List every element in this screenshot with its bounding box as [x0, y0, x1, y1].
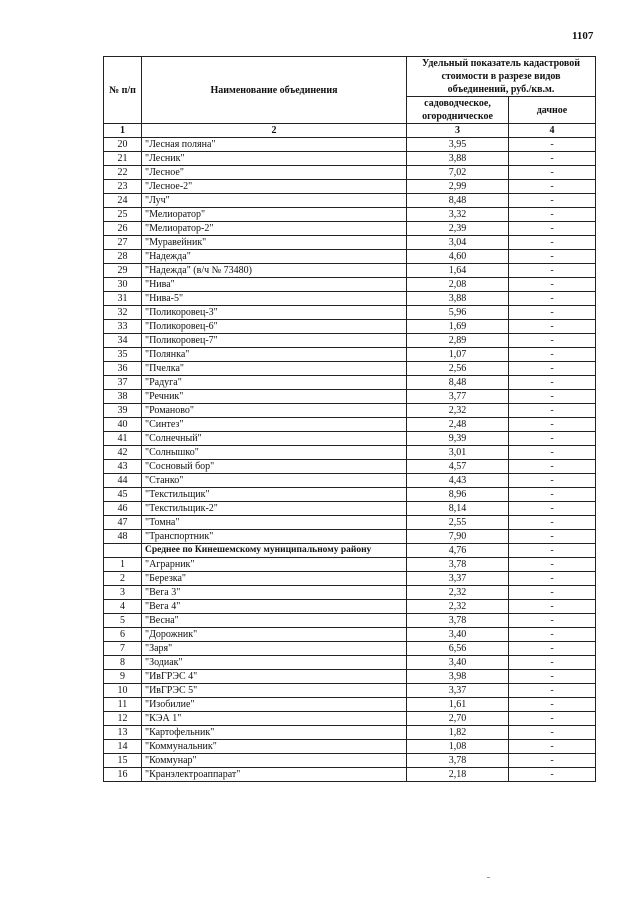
row-dacha: - [509, 180, 596, 194]
row-value: 4,43 [407, 474, 509, 488]
row-name: "Солнечный" [142, 432, 407, 446]
row-value: 3,78 [407, 614, 509, 628]
row-name: "Мелиоратор-2" [142, 222, 407, 236]
row-dacha: - [509, 572, 596, 586]
row-value: 8,96 [407, 488, 509, 502]
table-row [104, 208, 596, 222]
table-row [104, 698, 596, 712]
row-number: 15 [104, 754, 142, 768]
table-row [104, 138, 596, 152]
row-value: 2,48 [407, 418, 509, 432]
row-value: 3,78 [407, 558, 509, 572]
table-row [104, 502, 596, 516]
table-row [104, 306, 596, 320]
row-dacha: - [509, 432, 596, 446]
row-value: 3,88 [407, 152, 509, 166]
row-name: "Весна" [142, 614, 407, 628]
row-number: 12 [104, 712, 142, 726]
row-number: 13 [104, 726, 142, 740]
row-dacha: - [509, 278, 596, 292]
row-number: 23 [104, 180, 142, 194]
summary-row [104, 544, 596, 558]
row-number: 32 [104, 306, 142, 320]
row-dacha: - [509, 404, 596, 418]
table-row [104, 768, 596, 782]
row-name: "Вега 3" [142, 586, 407, 600]
row-number: 43 [104, 460, 142, 474]
table-row [104, 712, 596, 726]
table-row [104, 362, 596, 376]
row-number: 29 [104, 264, 142, 278]
row-value: 8,48 [407, 376, 509, 390]
row-dacha: - [509, 684, 596, 698]
row-dacha: - [509, 362, 596, 376]
row-number: 34 [104, 334, 142, 348]
table-row [104, 656, 596, 670]
row-dacha: - [509, 292, 596, 306]
table-row [104, 628, 596, 642]
row-dacha: - [509, 558, 596, 572]
row-number: 10 [104, 684, 142, 698]
column-number: 1 [104, 124, 142, 138]
row-value: 3,78 [407, 754, 509, 768]
row-dacha: - [509, 712, 596, 726]
row-number: 33 [104, 320, 142, 334]
row-name: "Нива" [142, 278, 407, 292]
row-number: 38 [104, 390, 142, 404]
row-name: "Романово" [142, 404, 407, 418]
page-number: 1107 [572, 30, 594, 42]
column-number: 2 [142, 124, 407, 138]
row-name: "КЭА 1" [142, 712, 407, 726]
row-value: 2,55 [407, 516, 509, 530]
row-value: 3,04 [407, 236, 509, 250]
row-value: 3,40 [407, 656, 509, 670]
row-value: 8,14 [407, 502, 509, 516]
row-number: 16 [104, 768, 142, 782]
row-name: "Речник" [142, 390, 407, 404]
row-number: 14 [104, 740, 142, 754]
row-value: 2,56 [407, 362, 509, 376]
column-number: 4 [509, 124, 596, 138]
row-dacha: - [509, 334, 596, 348]
row-number: 31 [104, 292, 142, 306]
row-value: 7,02 [407, 166, 509, 180]
header-name: Наименование объединения [142, 57, 407, 124]
row-number: 48 [104, 530, 142, 544]
table-row [104, 334, 596, 348]
row-value: 2,39 [407, 222, 509, 236]
row-number: 5 [104, 614, 142, 628]
table-row [104, 670, 596, 684]
cadastral-value-table [103, 56, 596, 782]
row-dacha: - [509, 698, 596, 712]
row-name: "Сосновый бор" [142, 460, 407, 474]
row-number: 47 [104, 516, 142, 530]
row-dacha: - [509, 194, 596, 208]
table-row [104, 418, 596, 432]
table-row [104, 278, 596, 292]
row-dacha: - [509, 656, 596, 670]
row-number: 35 [104, 348, 142, 362]
table-row [104, 460, 596, 474]
row-value: 3,37 [407, 572, 509, 586]
row-dacha: - [509, 530, 596, 544]
row-name: "Станко" [142, 474, 407, 488]
row-dacha: - [509, 152, 596, 166]
table-row [104, 446, 596, 460]
row-dacha: - [509, 586, 596, 600]
row-name: "Поликоровец-6" [142, 320, 407, 334]
table-row [104, 390, 596, 404]
row-dacha: - [509, 390, 596, 404]
row-dacha: - [509, 208, 596, 222]
row-number: 1 [104, 558, 142, 572]
row-number: 45 [104, 488, 142, 502]
row-value: 3,88 [407, 292, 509, 306]
table-row [104, 292, 596, 306]
row-value: 4,60 [407, 250, 509, 264]
row-value: 2,99 [407, 180, 509, 194]
row-number: 8 [104, 656, 142, 670]
row-dacha: - [509, 222, 596, 236]
table-row [104, 474, 596, 488]
row-name: "Коммунар" [142, 754, 407, 768]
row-number: 36 [104, 362, 142, 376]
row-name: "Березка" [142, 572, 407, 586]
row-number: 44 [104, 474, 142, 488]
row-name: "Муравейник" [142, 236, 407, 250]
table-row [104, 264, 596, 278]
row-value: 7,90 [407, 530, 509, 544]
row-value: 2,18 [407, 768, 509, 782]
scan-mark [487, 877, 490, 878]
row-name: "Поликоровец-7" [142, 334, 407, 348]
row-dacha: - [509, 488, 596, 502]
row-name: "Лесное-2" [142, 180, 407, 194]
row-dacha: - [509, 166, 596, 180]
row-dacha: - [509, 264, 596, 278]
row-number: 28 [104, 250, 142, 264]
row-dacha: - [509, 544, 596, 558]
table-row [104, 530, 596, 544]
row-number: 3 [104, 586, 142, 600]
row-name: "Изобилие" [142, 698, 407, 712]
row-number: 37 [104, 376, 142, 390]
row-value: 2,32 [407, 600, 509, 614]
table-row [104, 348, 596, 362]
row-value: 3,98 [407, 670, 509, 684]
row-dacha: - [509, 726, 596, 740]
header-garden: садоводческое, огородническое [407, 97, 509, 124]
row-name: "Дорожник" [142, 628, 407, 642]
row-number: 6 [104, 628, 142, 642]
table-row [104, 586, 596, 600]
table-row [104, 684, 596, 698]
row-value: 2,89 [407, 334, 509, 348]
row-dacha: - [509, 502, 596, 516]
row-number: 4 [104, 600, 142, 614]
row-name: "Вега 4" [142, 600, 407, 614]
row-dacha: - [509, 614, 596, 628]
row-value: 1,69 [407, 320, 509, 334]
row-name: "Полянка" [142, 348, 407, 362]
table-row [104, 488, 596, 502]
table-row [104, 180, 596, 194]
row-value: 3,95 [407, 138, 509, 152]
header-group: Удельный показатель кадастровой стоимости в разрезе видов объединений, руб./кв.м. [407, 57, 596, 97]
row-number: 7 [104, 642, 142, 656]
row-number: 27 [104, 236, 142, 250]
column-number: 3 [407, 124, 509, 138]
row-dacha: - [509, 754, 596, 768]
row-name: "Синтез" [142, 418, 407, 432]
row-value: 3,32 [407, 208, 509, 222]
row-number: 26 [104, 222, 142, 236]
row-name: "Коммунальник" [142, 740, 407, 754]
table-row [104, 558, 596, 572]
row-value: 1,07 [407, 348, 509, 362]
row-dacha: - [509, 600, 596, 614]
row-dacha: - [509, 670, 596, 684]
row-number [104, 544, 142, 558]
row-value: 2,08 [407, 278, 509, 292]
row-dacha: - [509, 446, 596, 460]
row-dacha: - [509, 460, 596, 474]
table-row [104, 320, 596, 334]
row-name: "Нива-5" [142, 292, 407, 306]
row-name: "Надежда" (в/ч № 73480) [142, 264, 407, 278]
row-number: 21 [104, 152, 142, 166]
row-value: 6,56 [407, 642, 509, 656]
table-row [104, 516, 596, 530]
row-dacha: - [509, 250, 596, 264]
row-value: 8,48 [407, 194, 509, 208]
row-number: 30 [104, 278, 142, 292]
header-dacha: дачное [509, 97, 596, 124]
row-name: "Транспортник" [142, 530, 407, 544]
row-dacha: - [509, 418, 596, 432]
row-dacha: - [509, 628, 596, 642]
row-name: "ИвГРЭС 5" [142, 684, 407, 698]
row-number: 46 [104, 502, 142, 516]
row-dacha: - [509, 138, 596, 152]
table-row [104, 152, 596, 166]
row-name: "Текстильщик" [142, 488, 407, 502]
row-name: "Текстильщик-2" [142, 502, 407, 516]
row-value: 3,40 [407, 628, 509, 642]
row-number: 41 [104, 432, 142, 446]
row-dacha: - [509, 306, 596, 320]
row-dacha: - [509, 376, 596, 390]
row-dacha: - [509, 236, 596, 250]
row-dacha: - [509, 740, 596, 754]
header-num: № п/п [104, 57, 142, 124]
table-row [104, 572, 596, 586]
row-number: 9 [104, 670, 142, 684]
row-name: "Поликоровец-3" [142, 306, 407, 320]
row-name: "Лесная поляна" [142, 138, 407, 152]
row-name: "Луч" [142, 194, 407, 208]
row-dacha: - [509, 320, 596, 334]
row-name: "Томна" [142, 516, 407, 530]
row-value: 1,08 [407, 740, 509, 754]
row-name: "Надежда" [142, 250, 407, 264]
table-row [104, 600, 596, 614]
table-row [104, 236, 596, 250]
row-dacha: - [509, 768, 596, 782]
row-name: "Лесник" [142, 152, 407, 166]
table-row [104, 376, 596, 390]
row-value: 2,32 [407, 586, 509, 600]
table-row [104, 754, 596, 768]
row-number: 2 [104, 572, 142, 586]
row-number: 22 [104, 166, 142, 180]
row-name: "Пчелка" [142, 362, 407, 376]
row-value: 4,76 [407, 544, 509, 558]
column-number-row [104, 124, 596, 138]
table-row [104, 614, 596, 628]
table-row [104, 166, 596, 180]
row-value: 4,57 [407, 460, 509, 474]
row-name: "Аграрник" [142, 558, 407, 572]
row-number: 24 [104, 194, 142, 208]
row-name: "Картофельник" [142, 726, 407, 740]
row-name: "ИвГРЭС 4" [142, 670, 407, 684]
row-value: 2,70 [407, 712, 509, 726]
row-value: 1,82 [407, 726, 509, 740]
row-name: "Солнышко" [142, 446, 407, 460]
table-row [104, 432, 596, 446]
table-row [104, 250, 596, 264]
table-row [104, 642, 596, 656]
row-value: 1,64 [407, 264, 509, 278]
table-row [104, 194, 596, 208]
table-row [104, 222, 596, 236]
row-value: 1,61 [407, 698, 509, 712]
row-name: "Кранэлектроаппарат" [142, 768, 407, 782]
row-value: 3,77 [407, 390, 509, 404]
row-value: 3,37 [407, 684, 509, 698]
row-number: 25 [104, 208, 142, 222]
row-value: 2,32 [407, 404, 509, 418]
row-number: 20 [104, 138, 142, 152]
row-value: 9,39 [407, 432, 509, 446]
row-name: "Зодиак" [142, 656, 407, 670]
row-value: 3,01 [407, 446, 509, 460]
row-name: "Мелиоратор" [142, 208, 407, 222]
row-name: "Лесное" [142, 166, 407, 180]
row-dacha: - [509, 474, 596, 488]
row-number: 11 [104, 698, 142, 712]
table-body [104, 138, 596, 782]
table-row [104, 740, 596, 754]
row-name: "Заря" [142, 642, 407, 656]
row-dacha: - [509, 348, 596, 362]
row-number: 39 [104, 404, 142, 418]
row-number: 42 [104, 446, 142, 460]
row-name: "Радуга" [142, 376, 407, 390]
table-row [104, 726, 596, 740]
row-name: Среднее по Кинешемскому муниципальному району [142, 544, 407, 558]
row-dacha: - [509, 642, 596, 656]
row-dacha: - [509, 516, 596, 530]
row-number: 40 [104, 418, 142, 432]
row-value: 5,96 [407, 306, 509, 320]
table-row [104, 404, 596, 418]
